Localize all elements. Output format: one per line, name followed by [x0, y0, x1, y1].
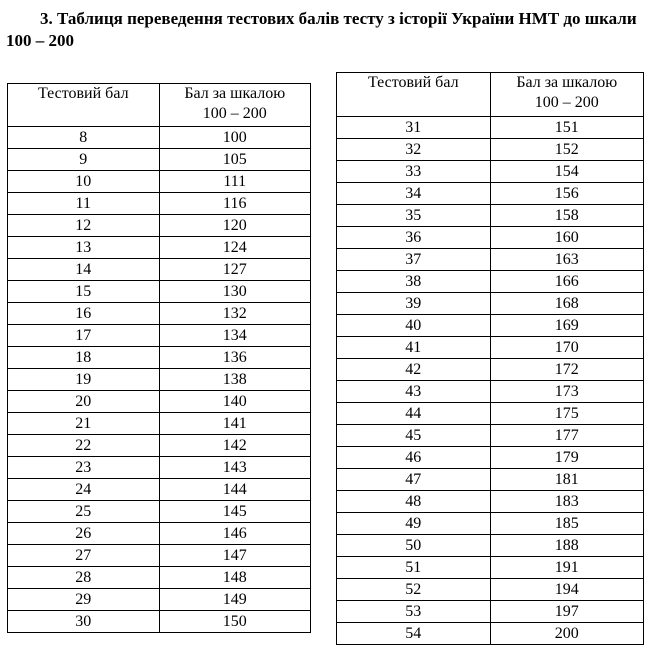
table-row: [337, 447, 644, 469]
header-test-score-label: Тестовий бал: [37, 85, 129, 102]
scale-score-cell: 151: [490, 117, 644, 139]
scale-score-cell: 158: [490, 205, 644, 227]
header-scale-score-line1: Бал за шкалою: [184, 85, 286, 102]
scale-score-cell: 170: [490, 337, 644, 359]
test-score-cell: 37: [337, 249, 491, 271]
scale-score-cell: 140: [159, 391, 311, 413]
scale-score-cell: 124: [159, 237, 311, 259]
scale-score-cell: 144: [159, 479, 311, 501]
table-row: [337, 183, 644, 205]
test-score-cell: 48: [337, 491, 491, 513]
table-row: [8, 369, 311, 391]
scale-score-cell: 163: [490, 249, 644, 271]
scale-score-cell: 149: [159, 589, 311, 611]
scale-score-cell: 197: [490, 601, 644, 623]
test-score-cell: 24: [8, 479, 160, 501]
scale-score-cell: 183: [490, 491, 644, 513]
test-score-cell: 35: [337, 205, 491, 227]
test-score-cell: 21: [8, 413, 160, 435]
test-score-cell: 11: [8, 193, 160, 215]
test-score-cell: 10: [8, 171, 160, 193]
table-row: [337, 315, 644, 337]
scale-score-cell: 168: [490, 293, 644, 315]
scale-score-cell: 148: [159, 567, 311, 589]
test-score-cell: 50: [337, 535, 491, 557]
page-title: 3. Таблиця переведення тестових балів тесту з історії України НМТ до шкали 100 – 200: [6, 9, 637, 50]
table-row: [8, 545, 311, 567]
test-score-cell: 34: [337, 183, 491, 205]
table-row: [337, 513, 644, 535]
scale-score-cell: 166: [490, 271, 644, 293]
table-row: [8, 567, 311, 589]
test-score-cell: 8: [8, 127, 160, 149]
scale-score-cell: 138: [159, 369, 311, 391]
test-score-cell: 32: [337, 139, 491, 161]
test-score-cell: 16: [8, 303, 160, 325]
table-row: [337, 425, 644, 447]
test-score-cell: 27: [8, 545, 160, 567]
conversion-table-left: [7, 83, 311, 633]
table-header-row: [8, 84, 311, 127]
table-row: [8, 457, 311, 479]
scale-score-cell: 143: [159, 457, 311, 479]
scale-score-cell: 177: [490, 425, 644, 447]
table-row: [8, 413, 311, 435]
scale-score-cell: 105: [159, 149, 311, 171]
test-score-cell: 33: [337, 161, 491, 183]
table-row: [337, 601, 644, 623]
table-row: [8, 391, 311, 413]
test-score-cell: 28: [8, 567, 160, 589]
scale-score-cell: 145: [159, 501, 311, 523]
header-scale-score: [490, 73, 644, 117]
scale-score-cell: 179: [490, 447, 644, 469]
test-score-cell: 12: [8, 215, 160, 237]
scale-score-cell: 130: [159, 281, 311, 303]
table-row: [8, 215, 311, 237]
table-row: [8, 479, 311, 501]
table-row: [8, 347, 311, 369]
table-header-row: [337, 73, 644, 117]
test-score-cell: 30: [8, 611, 160, 633]
table-row: [337, 271, 644, 293]
table-row: [8, 149, 311, 171]
table-row: [8, 237, 311, 259]
scale-score-cell: 181: [490, 469, 644, 491]
test-score-cell: 20: [8, 391, 160, 413]
scale-score-cell: 160: [490, 227, 644, 249]
table-row: [337, 469, 644, 491]
test-score-cell: 14: [8, 259, 160, 281]
table-row: [337, 557, 644, 579]
scale-score-cell: 154: [490, 161, 644, 183]
test-score-cell: 29: [8, 589, 160, 611]
table-row: [337, 535, 644, 557]
test-score-cell: 9: [8, 149, 160, 171]
table-row: [8, 303, 311, 325]
scale-score-cell: 136: [159, 347, 311, 369]
test-score-cell: 17: [8, 325, 160, 347]
test-score-cell: 18: [8, 347, 160, 369]
scale-score-cell: 134: [159, 325, 311, 347]
test-score-cell: 46: [337, 447, 491, 469]
test-score-cell: 49: [337, 513, 491, 535]
test-score-cell: 45: [337, 425, 491, 447]
table-body-left: [8, 127, 311, 633]
test-score-cell: 36: [337, 227, 491, 249]
test-score-cell: 51: [337, 557, 491, 579]
table-row: [8, 281, 311, 303]
table-row: [8, 325, 311, 347]
test-score-cell: 22: [8, 435, 160, 457]
test-score-cell: 54: [337, 623, 491, 645]
header-scale-score: [159, 84, 311, 127]
scale-score-cell: 111: [159, 171, 311, 193]
test-score-cell: 25: [8, 501, 160, 523]
test-score-cell: 26: [8, 523, 160, 545]
test-score-cell: 31: [337, 117, 491, 139]
scale-score-cell: 146: [159, 523, 311, 545]
scale-score-cell: 188: [490, 535, 644, 557]
scale-score-cell: 127: [159, 259, 311, 281]
conversion-table-right: [336, 72, 644, 645]
test-score-cell: 53: [337, 601, 491, 623]
test-score-cell: 52: [337, 579, 491, 601]
scale-score-cell: 116: [159, 193, 311, 215]
table-row: [337, 359, 644, 381]
header-test-score-label: Тестовий бал: [367, 74, 459, 91]
scale-score-cell: 152: [490, 139, 644, 161]
scale-score-cell: 172: [490, 359, 644, 381]
test-score-cell: 43: [337, 381, 491, 403]
table-row: [8, 127, 311, 149]
scale-score-cell: 200: [490, 623, 644, 645]
table-row: [337, 293, 644, 315]
test-score-cell: 23: [8, 457, 160, 479]
test-score-cell: 13: [8, 237, 160, 259]
table-row: [8, 589, 311, 611]
test-score-cell: 44: [337, 403, 491, 425]
table-row: [8, 523, 311, 545]
table-row: [337, 337, 644, 359]
scale-score-cell: 185: [490, 513, 644, 535]
table-row: [337, 381, 644, 403]
table-row: [337, 403, 644, 425]
table-row: [8, 259, 311, 281]
scale-score-cell: 169: [490, 315, 644, 337]
table-row: [337, 227, 644, 249]
table-row: [337, 623, 644, 645]
header-scale-score-line1: Бал за шкалою: [516, 74, 618, 91]
test-score-cell: 47: [337, 469, 491, 491]
table-row: [337, 249, 644, 271]
test-score-cell: 19: [8, 369, 160, 391]
header-scale-score-line2: 100 – 200: [202, 105, 267, 122]
test-score-cell: 40: [337, 315, 491, 337]
table-row: [337, 579, 644, 601]
table-row: [337, 139, 644, 161]
test-score-cell: 41: [337, 337, 491, 359]
scale-score-cell: 120: [159, 215, 311, 237]
test-score-cell: 42: [337, 359, 491, 381]
scale-score-cell: 132: [159, 303, 311, 325]
table-row: [8, 171, 311, 193]
scale-score-cell: 156: [490, 183, 644, 205]
header-test-score: [337, 73, 491, 117]
table-row: [8, 435, 311, 457]
table-row: [8, 501, 311, 523]
scale-score-cell: 141: [159, 413, 311, 435]
table-row: [337, 161, 644, 183]
test-score-cell: 38: [337, 271, 491, 293]
table-row: [337, 117, 644, 139]
scale-score-cell: 191: [490, 557, 644, 579]
scale-score-cell: 173: [490, 381, 644, 403]
table-row: [8, 193, 311, 215]
table-row: [337, 491, 644, 513]
scale-score-cell: 100: [159, 127, 311, 149]
scale-score-cell: 194: [490, 579, 644, 601]
table-row: [8, 611, 311, 633]
table-body-right: [337, 117, 644, 645]
test-score-cell: 39: [337, 293, 491, 315]
scale-score-cell: 142: [159, 435, 311, 457]
test-score-cell: 15: [8, 281, 160, 303]
scale-score-cell: 147: [159, 545, 311, 567]
scale-score-cell: 175: [490, 403, 644, 425]
header-test-score: [8, 84, 160, 127]
table-row: [337, 205, 644, 227]
header-scale-score-line2: 100 – 200: [534, 94, 599, 111]
scale-score-cell: 150: [159, 611, 311, 633]
